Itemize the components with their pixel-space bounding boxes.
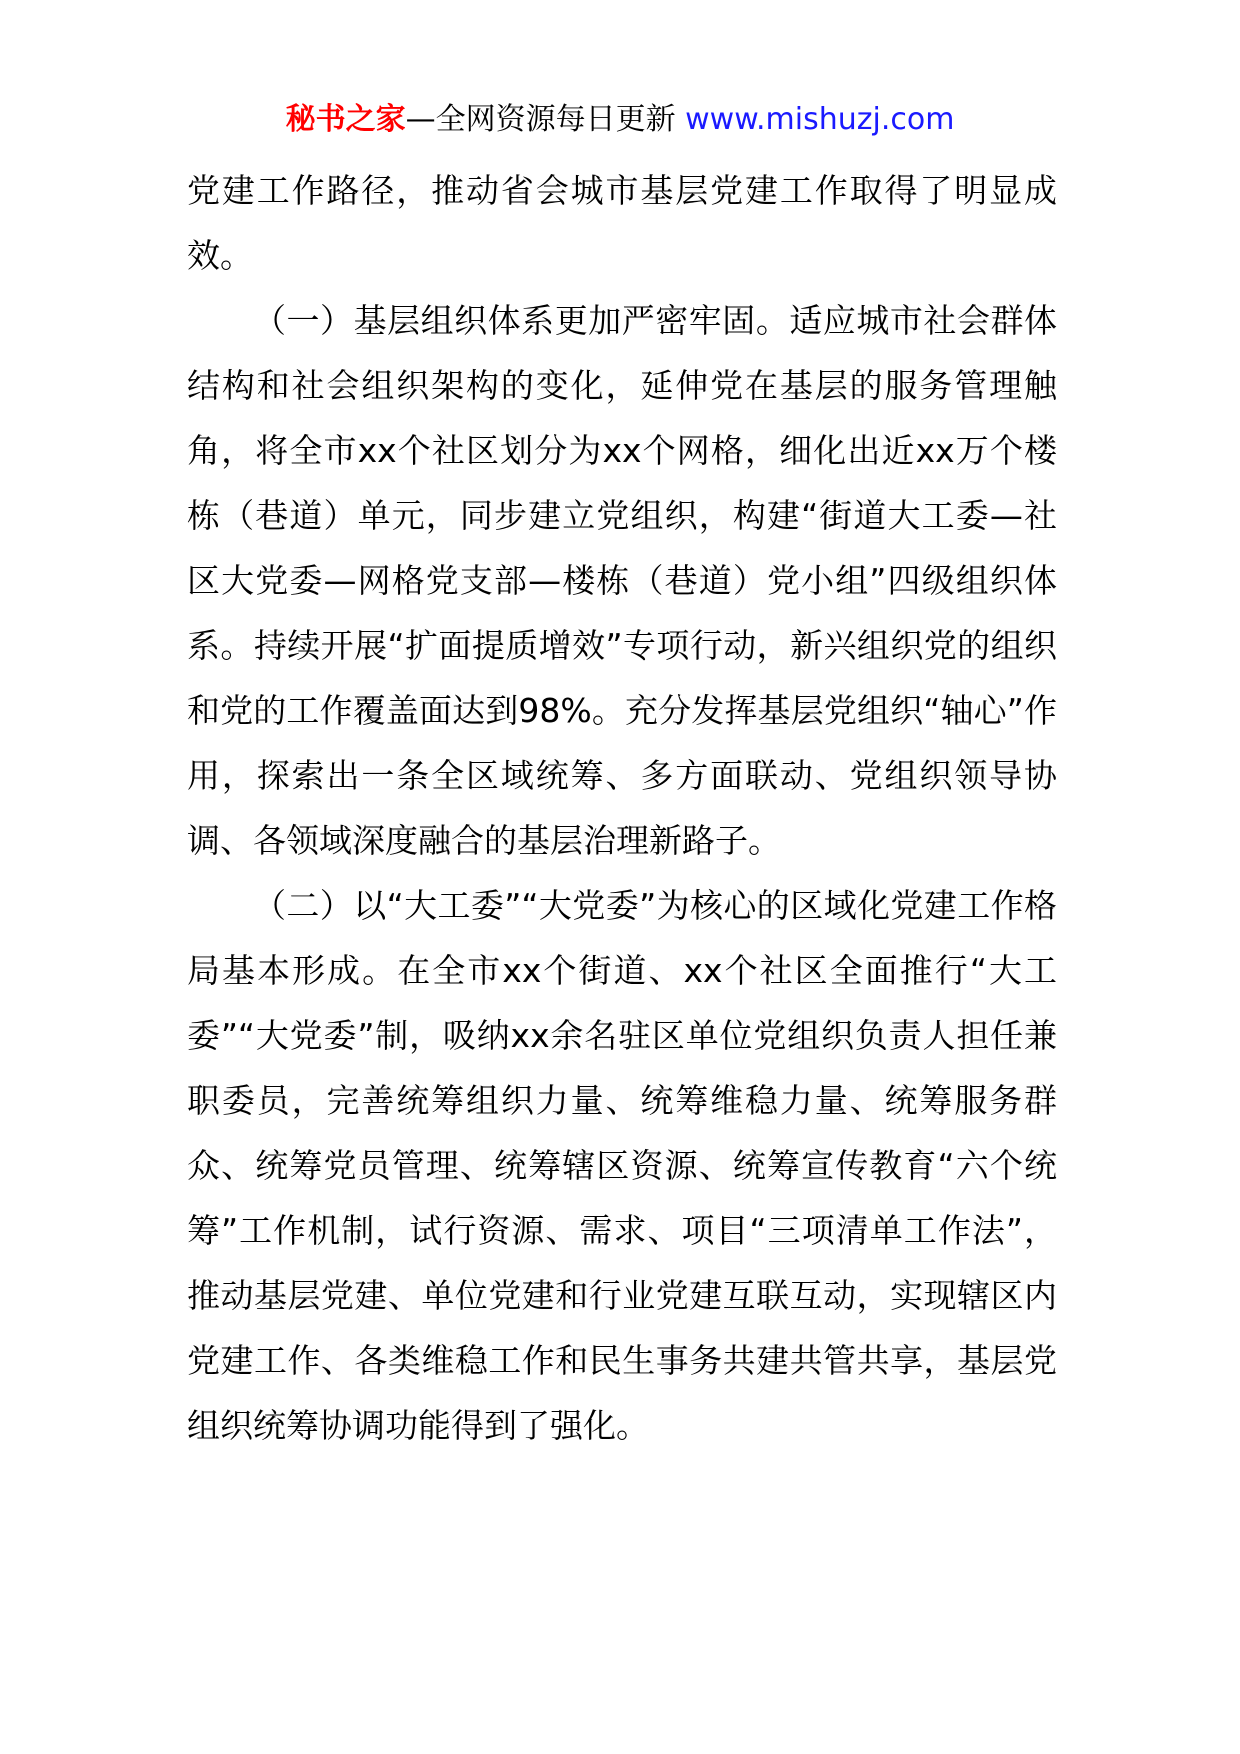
brand-name: 秘书之家 [285, 102, 406, 137]
header-tagline: —全网资源每日更新 [405, 102, 686, 137]
document-body [187, 158, 1057, 1458]
site-url-link[interactable]: www.mishuzj.com [685, 102, 955, 137]
paragraph-section-2: （二）以“大工委”“大党委”为核心的区域化党建工作格局基本形成。在全市xx个街道、xx个社区全面推行“大工委”“大党委”制，吸纳xx余名驻区单位党组织负责人担任兼职委员，完善统筹组织力量、统筹维稳力量、统筹服务群众、统筹党员管理、统筹辖区资源、统筹宣传教育“六个统筹”工作机制，试行资源、需求、项目“三项清单工作法”，推动基层党建、单位党建和行业党建互联互动，实现辖区内党建工作、各类维稳工作和民生事务共建共管共享，基层党组织统筹协调功能得到了强化。 [187, 886, 1057, 1445]
site-header [0, 98, 1240, 142]
paragraph-section-1: （一）基层组织体系更加严密牢固。适应城市社会群体结构和社会组织架构的变化，延伸党在基层的服务管理触角，将全市xx个社区划分为xx个网格，细化出近xx万个楼栋（巷道）单元，同步建立党组织，构建“街道大工委—社区大党委—网格党支部—楼栋（巷道）党小组”四级组织体系。持续开展“扩面提质增效”专项行动，新兴组织党的组织和党的工作覆盖面达到98%。充分发挥基层党组织“轴心”作用，探索出一条全区域统筹、多方面联动、党组织领导协调、各领域深度融合的基层治理新路子。 [187, 301, 1057, 860]
paragraph-continuation: 党建工作路径，推动省会城市基层党建工作取得了明显成效。 [187, 171, 1057, 275]
